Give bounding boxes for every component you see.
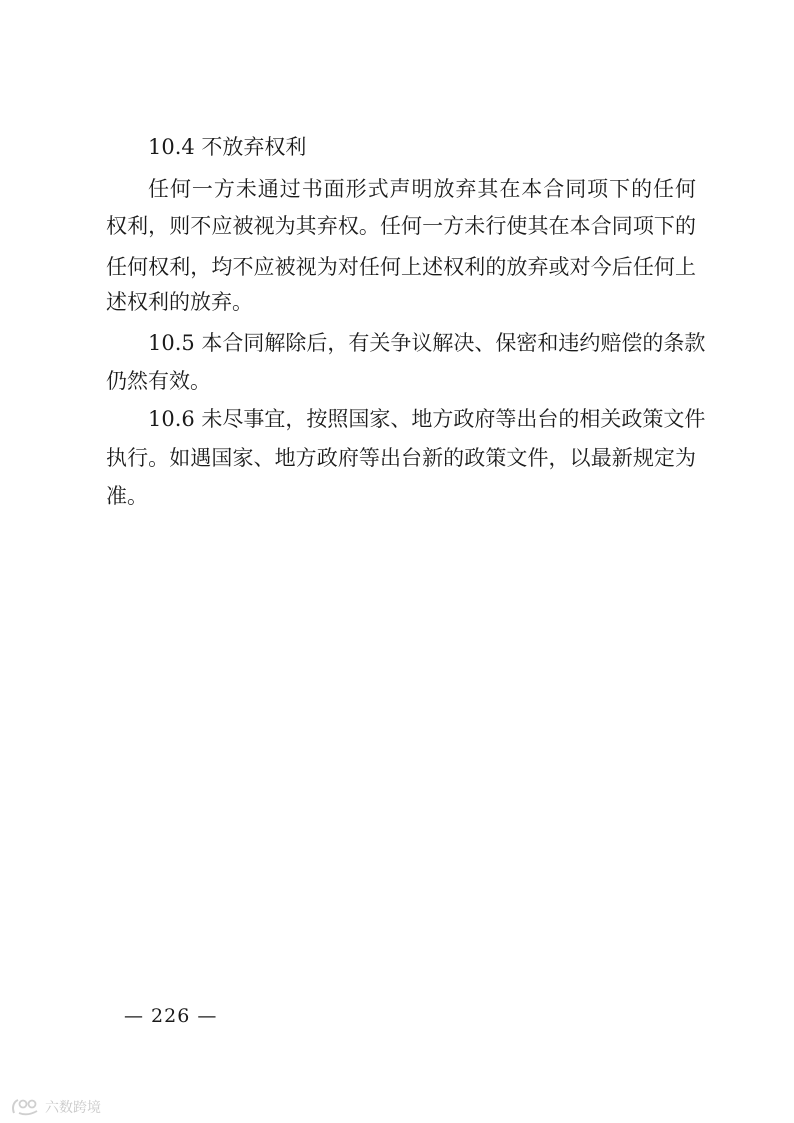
paragraph-line: 仍然有效。 <box>106 369 211 393</box>
section-heading-10-4: 10.4 不放弃权利 <box>148 135 307 159</box>
paragraph-line: 权利，则不应被视为其弃权。任何一方未行使其在本合同项下的 <box>106 214 696 238</box>
paragraph-line: 准。 <box>106 484 148 508</box>
paragraph-line: 述权利的放弃。 <box>106 290 253 314</box>
paragraph-line: 任何一方未通过书面形式声明放弃其在本合同项下的任何 <box>148 177 696 201</box>
section-10-6-line: 10.6 未尽事宜，按照国家、地方政府等出台的相关政策文件 <box>148 407 706 431</box>
watermark <box>10 1094 101 1120</box>
page-number: — 226 — <box>124 1005 218 1027</box>
paragraph-line: 执行。如遇国家、地方政府等出台新的政策文件，以最新规定为 <box>106 446 696 470</box>
section-10-5-line: 10.5 本合同解除后，有关争议解决、保密和违约赔偿的条款 <box>148 331 706 355</box>
watermark-logo-icon <box>10 1096 42 1118</box>
watermark-text: 六数跨境 <box>45 1100 101 1116</box>
paragraph-line: 任何权利，均不应被视为对任何上述权利的放弃或对今后任何上 <box>106 255 696 279</box>
